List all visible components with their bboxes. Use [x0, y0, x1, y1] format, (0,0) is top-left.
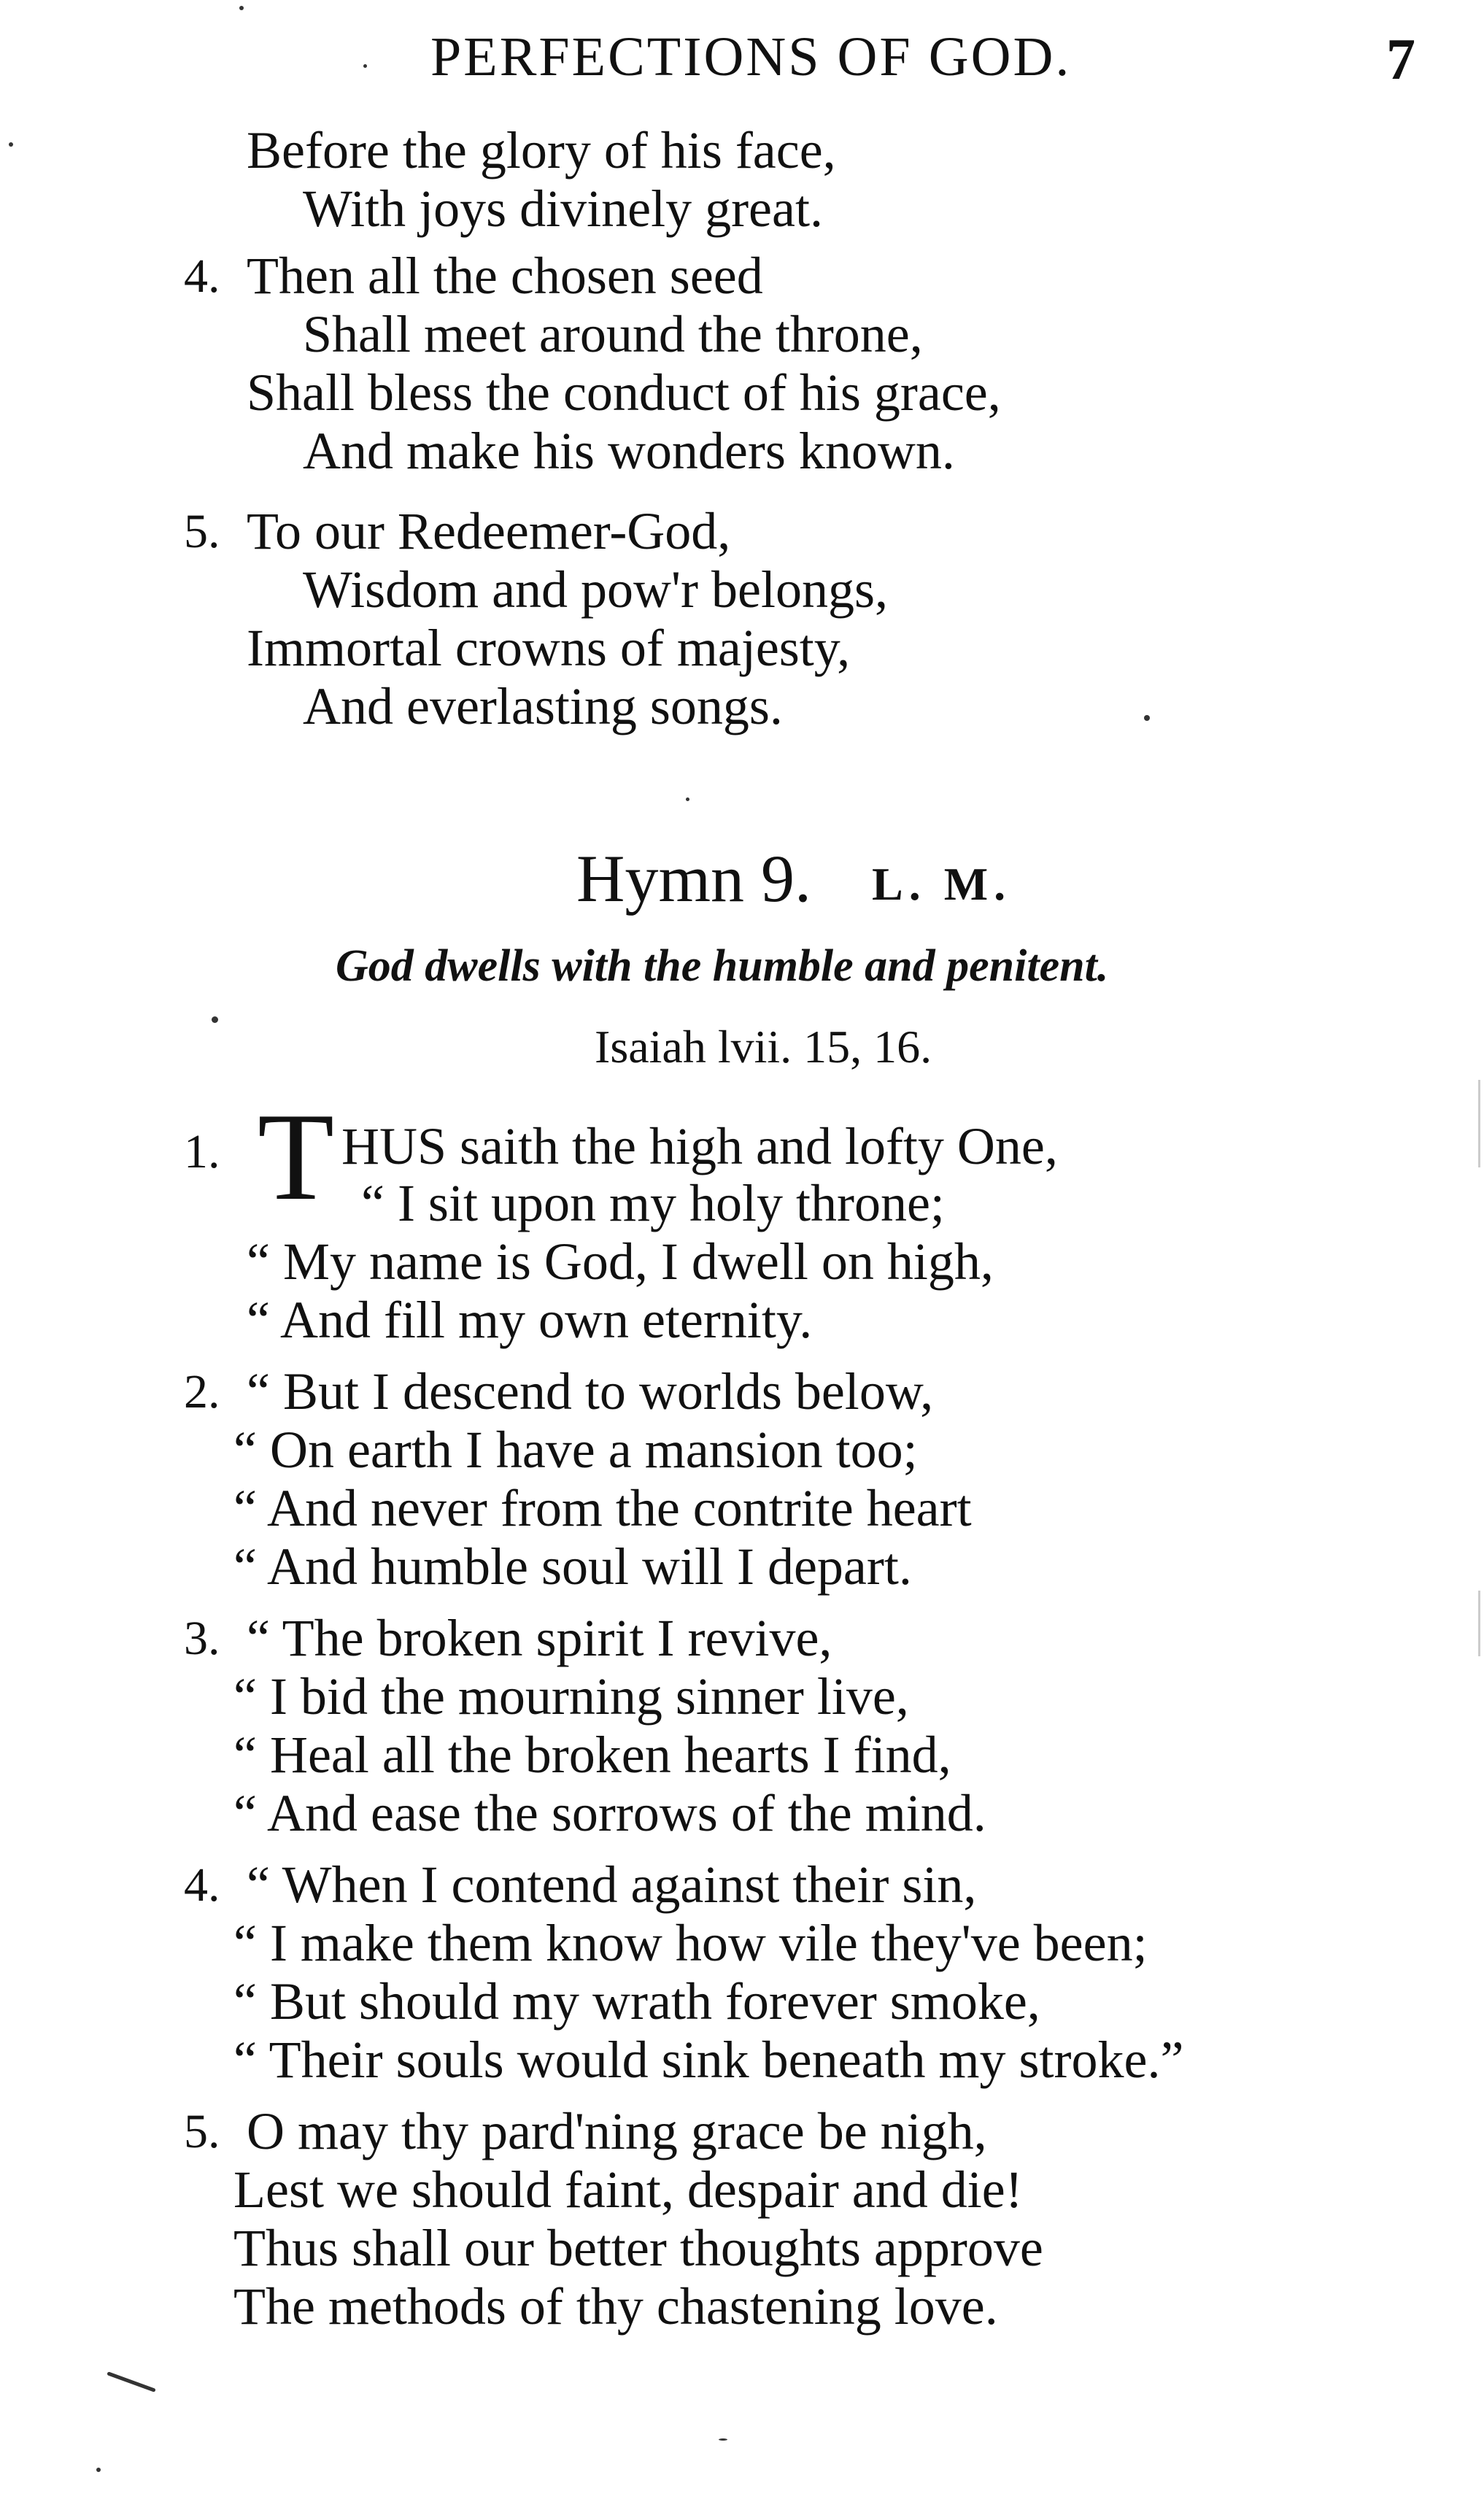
verse-line: Shall meet around the throne,: [303, 305, 923, 363]
running-title: PERFECTIONS OF GOD.: [430, 26, 1072, 88]
scan-speck: [686, 797, 689, 801]
scan-speck: [96, 2468, 101, 2472]
verse-line: “ But should my wrath forever smoke,: [233, 1972, 1040, 2031]
verse-line: “ But I descend to worlds below,: [247, 1362, 934, 1421]
verse-line: Thus shall our better thoughts approve: [233, 2219, 1043, 2277]
hymn-subtitle: God dwells with the humble and penitent.: [336, 941, 1109, 991]
scan-smudge: [107, 2371, 155, 2392]
verse-line: “ I make them know how vile they've been;: [233, 1914, 1148, 1972]
drop-cap: T: [258, 1088, 335, 1227]
scan-speck: [719, 2438, 727, 2441]
verse-line: “ And never from the contrite heart: [233, 1479, 972, 1537]
verse-number: 1.: [184, 1125, 220, 1178]
scan-speck: [363, 64, 367, 68]
verse-line: The methods of thy chastening love.: [233, 2277, 998, 2336]
verse-line: Wisdom and pow'r belongs,: [303, 560, 888, 619]
verse-line: “ The broken spirit I revive,: [247, 1609, 832, 1667]
scan-speck: [212, 1016, 218, 1023]
hymn-meter: L. M.: [872, 858, 1012, 910]
verse-number: 5.: [184, 505, 220, 558]
verse-line: “ My name is God, I dwell on high,: [247, 1232, 994, 1291]
scan-speck: [9, 142, 13, 147]
verse-line: “ And ease the sorrows of the mind.: [233, 1784, 986, 1842]
verse-line: “ Their souls would sink beneath my stroke.”: [233, 2031, 1184, 2089]
verse-number: 5.: [184, 2105, 220, 2158]
scripture-reference: Isaiah lvii. 15, 16.: [595, 1021, 932, 1073]
verse-number: 4.: [184, 250, 220, 303]
verse-line: Lest we should faint, despair and die!: [233, 2160, 1023, 2219]
verse-line: “ I bid the mourning sinner live,: [233, 1667, 909, 1726]
verse-line: “ Heal all the broken hearts I find,: [233, 1726, 951, 1784]
scan-speck: [239, 6, 244, 10]
verse-line: “ And humble soul will I depart.: [233, 1537, 912, 1596]
verse-line: “ On earth I have a mansion too;: [233, 1421, 918, 1479]
page-number: 7: [1386, 28, 1415, 92]
verse-line: Before the glory of his face,: [247, 121, 836, 179]
verse-number: 4.: [184, 1858, 220, 1912]
verse-line: And everlasting songs.: [303, 677, 783, 735]
page-edge-mark: [1478, 1591, 1480, 1656]
verse-line: “ When I contend against their sin,: [247, 1855, 977, 1914]
scan-speck: [1144, 715, 1150, 721]
verse-line: Shall bless the conduct of his grace,: [247, 363, 1001, 422]
verse-line: O may thy pard'ning grace be nigh,: [247, 2102, 987, 2160]
verse-line: HUS saith the high and lofty One,: [341, 1117, 1058, 1175]
verse-line: “ And fill my own eternity.: [247, 1291, 813, 1349]
verse-line: With joys divinely great.: [303, 179, 823, 238]
verse-line: Immortal crowns of majesty,: [247, 619, 851, 677]
hymn-title: Hymn 9.: [576, 841, 811, 916]
verse-number: 2.: [184, 1365, 220, 1418]
verse-line: “ I sit upon my holy throne;: [361, 1174, 945, 1232]
verse-line: To our Redeemer-God,: [247, 502, 731, 560]
verse-line: Then all the chosen seed: [247, 247, 763, 305]
verse-number: 3.: [184, 1612, 220, 1665]
page-edge-mark: [1478, 1080, 1480, 1167]
verse-line: And make his wonders known.: [303, 422, 955, 480]
